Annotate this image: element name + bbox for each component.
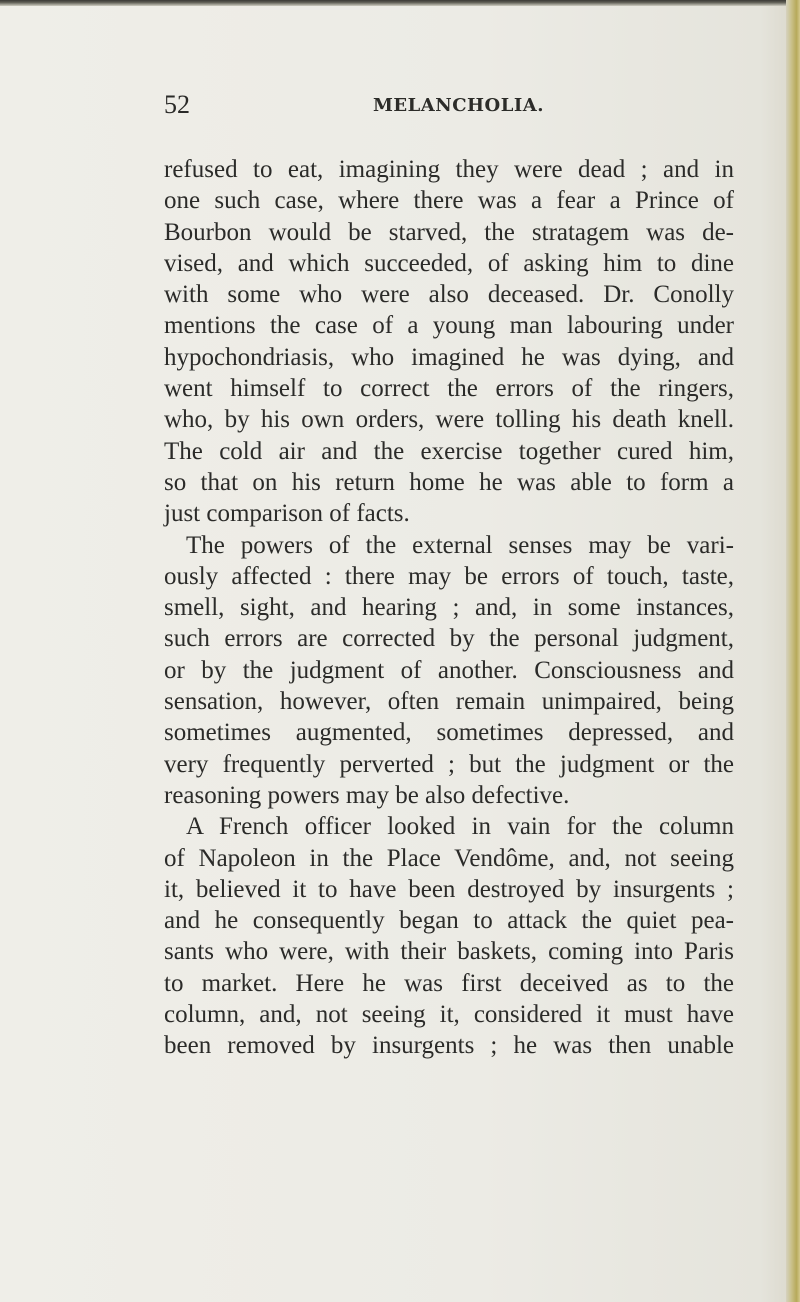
text-line: smell, sight, and hearing ; and, in some instances, xyxy=(164,594,734,622)
text-line: very frequently perverted ; but the judgment or the xyxy=(164,750,734,778)
text-line: sometimes augmented, sometimes depressed, and xyxy=(164,719,734,747)
text-line: Bourbon would be starved, the stratagem was de- xyxy=(164,218,734,246)
text-line: sants who were, with their baskets, coming into Paris xyxy=(164,938,734,966)
text-line: with some who were also deceased. Dr. Conolly xyxy=(164,281,734,309)
text-line: sensation, however, often remain unimpaired, being xyxy=(164,688,734,716)
text-line: vised, and which succeeded, of asking him to dine xyxy=(164,249,734,277)
text-line: hypochondriasis, who imagined he was dying, and xyxy=(164,343,734,371)
text-line: reasoning powers may be also defective. xyxy=(164,781,570,809)
text-line: mentions the case of a young man labouring under xyxy=(164,312,734,340)
text-line: been removed by insurgents ; he was then unable xyxy=(164,1032,734,1060)
text-line: it, believed it to have been destroyed by insurgents ; xyxy=(164,875,734,903)
text-line: went himself to correct the errors of the ringers, xyxy=(164,375,734,403)
text-line: ously affected : there may be errors of touch, taste, xyxy=(164,562,734,590)
text-line: or by the judgment of another. Consciousness and xyxy=(164,656,734,684)
text-line: and he consequently began to attack the quiet pea- xyxy=(164,907,734,935)
text-line: one such case, where there was a fear a Prince of xyxy=(164,187,734,215)
text-line: A French officer looked in vain for the column xyxy=(186,813,734,841)
page-gutter-edge xyxy=(786,0,800,1302)
page-header xyxy=(164,90,734,120)
text-line: such errors are corrected by the personal judgment, xyxy=(164,625,734,653)
text-line: The powers of the external senses may be vari- xyxy=(186,531,734,559)
text-line: who, by his own orders, were tolling his death knell. xyxy=(164,406,734,434)
text-line: of Napoleon in the Place Vendôme, and, not seeing xyxy=(164,844,734,872)
page-number: 52 xyxy=(164,90,190,119)
text-line: to market. Here he was first deceived as to the xyxy=(164,969,734,997)
text-line: so that on his return home he was able to form a xyxy=(164,468,734,496)
page-top-edge xyxy=(0,0,800,6)
text-line: column, and, not seeing it, considered it must have xyxy=(164,1001,734,1029)
running-head: MELANCHOLIA. xyxy=(373,95,545,116)
text-line: refused to eat, imagining they were dead ; and in xyxy=(164,156,734,183)
text-line: just comparison of facts. xyxy=(164,500,410,528)
body-text xyxy=(164,154,734,1062)
text-line: The cold air and the exercise together cured him, xyxy=(164,437,734,465)
